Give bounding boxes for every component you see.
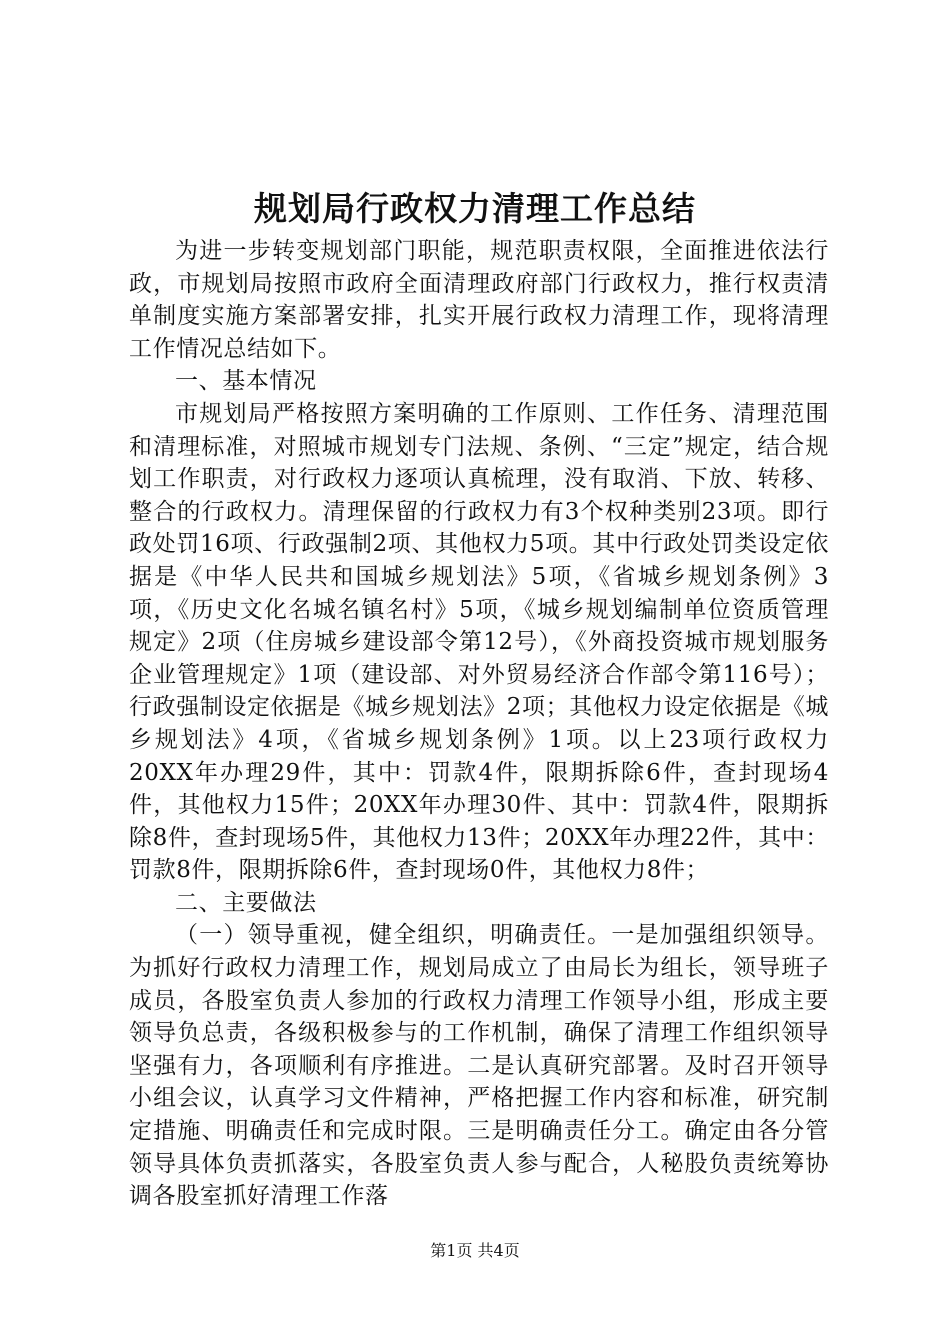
- intro-paragraph: 为进一步转变规划部门职能，规范职责权限，全面推进依法行政，市规划局按照市政府全面清理政府部门行政权力，推行权责清单制度实施方案部署安排，扎实开展行政权力清理工作，现将清理工作情况总结如下。: [129, 238, 829, 362]
- section-heading-basic-situation: 一、基本情况: [175, 368, 317, 395]
- basic-situation-paragraph: 市规划局严格按照方案明确的工作原则、工作任务、清理范围和清理标准，对照城市规划专门法规、条例、“三定”规定，结合规划工作职责，对行政权力逐项认真梳理，没有取消、下放、转移、整合的行政权力。清理保留的行政权力有3个权种类别23项。即行政处罚16项、行政强制2项、其他权力5项。其中行政处罚类设定依据是《中华人民共和国城乡规划法》5项，《省城乡规划条例》3项，《历史文化名城名镇名村》5项，《城乡规划编制单位资质管理规定》2项（住房城乡建设部令第12号），《外商投资城市规划服务企业管理规定》1项（建设部、对外贸易经济合作部令第116号）；行政强制设定依据是《城乡规划法》2项；其他权力设定依据是《城乡规划法》4项，《省城乡规划条例》1项。以上23项行政权力20XX年办理29件，其中：罚款4件，限期拆除6件，查封现场4件，其他权力15件；20XX年办理30件、其中：罚款4件，限期拆除8件，查封现场5件，其他权力13件；20XX年办理22件，其中：罚款8件，限期拆除6件，查封现场0件，其他权力8件；: [129, 400, 829, 884]
- document-title: 规划局行政权力清理工作总结: [254, 189, 696, 228]
- page-number-footer: 第1页 共4页: [430, 1241, 520, 1260]
- main-practices-paragraph: （一）领导重视，健全组织，明确责任。一是加强组织领导。为抓好行政权力清理工作，规划局成立了由局长为组长，领导班子成员，各股室负责人参加的行政权力清理工作领导小组，形成主要领导负总责，各级积极参与的工作机制，确保了清理工作组织领导坚强有力，各项顺利有序推进。二是认真研究部署。及时召开领导小组会议，认真学习文件精神，严格把握工作内容和标准，研究制定措施、明确责任和完成时限。三是明确责任分工。确定由各分管领导具体负责抓落实，各股室负责人参与配合，人秘股负责统筹协调各股室抓好清理工作落: [129, 922, 829, 1210]
- document-body: [129, 235, 829, 1213]
- section-heading-main-practices: 二、主要做法: [175, 889, 317, 916]
